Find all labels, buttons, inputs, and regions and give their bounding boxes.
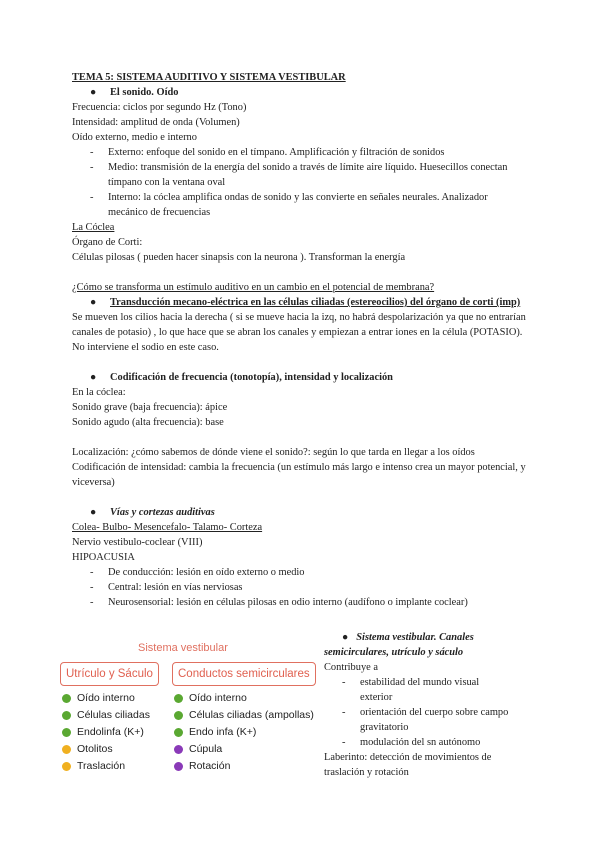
- list-item: Cúpula: [174, 741, 314, 758]
- subheading-coclea: La Cóclea: [72, 222, 115, 233]
- utriculo-box: Utrículo y Sáculo: [60, 662, 159, 686]
- paragraph: Codificación de intensidad: cambia la frecuencia (un estímulo más largo e intenso crea un mayor potencial, y viceversa): [72, 462, 526, 488]
- paragraph: Se mueven los cilios hacia la derecha ( si se mueve hacia la izq, no habrá despolarización ya que no entrarían canales de potasio) , lo que hace que se abran los canales y empiezan a entrar iones en la célula (POTASIO). No interviene el sodio en este caso.: [72, 312, 526, 353]
- list-item: - orientación del cuerpo sobre campo gravitatorio: [342, 707, 509, 733]
- dot-icon: [62, 711, 71, 720]
- list-item: - Externo: enfoque del sonido en el tímpano. Amplificación y filtración de sonidos: [90, 147, 445, 158]
- paragraph: Laberinto: detección de movimientos de traslación y rotación: [324, 752, 492, 778]
- text-line: Colea- Bulbo- Mesencefalo- Talamo- Corteza: [72, 522, 263, 533]
- list-item: - Interno: la cóclea amplifica ondas de sonido y las convierte en señales neurales. Analizador mecánico de frecuencias: [90, 192, 488, 218]
- vestibular-notes: [324, 630, 510, 780]
- left-column: [62, 690, 150, 775]
- list-item: - modulación del sn autónomo: [342, 737, 481, 748]
- section-heading-transduccion: ● Transducción mecano-eléctrica en las células ciliadas (estereocilios) del órgano de corti (imp): [90, 297, 521, 308]
- vestibular-diagram: [60, 642, 320, 782]
- dot-icon: [62, 745, 71, 754]
- dot-icon: [174, 694, 183, 703]
- text-line: Frecuencia: ciclos por segundo Hz (Tono): [72, 102, 247, 113]
- list-item: Traslación: [62, 758, 150, 775]
- text-line: Sonido grave (baja frecuencia): ápice: [72, 402, 228, 413]
- document-body: [72, 70, 527, 610]
- list-item: Células ciliadas (ampollas): [174, 707, 314, 724]
- list-item: - Central: lesión en vías nerviosas: [90, 582, 243, 593]
- list-item: - De conducción: lesión en oído externo o medio: [90, 567, 305, 578]
- list-item: Oído interno: [174, 690, 314, 707]
- dot-icon: [174, 711, 183, 720]
- section-heading-sonido: ● El sonido. Oído: [90, 87, 179, 98]
- text-line: HIPOACUSIA: [72, 552, 135, 563]
- list-item: - Neurosensorial: lesión en células pilosas en odio interno (audífono o implante coclear): [90, 597, 468, 608]
- list-item: Otolitos: [62, 741, 150, 758]
- text-line: Nervio vestibulo-coclear (VIII): [72, 537, 203, 548]
- text-line: Órgano de Corti:: [72, 237, 143, 248]
- text-line: Intensidad: amplitud de onda (Volumen): [72, 117, 240, 128]
- section-heading-vias: ● Vías y cortezas auditivas: [90, 507, 215, 518]
- list-item: Endolinfa (K+): [62, 724, 150, 741]
- dot-icon: [174, 745, 183, 754]
- dot-icon: [174, 762, 183, 771]
- text-line: Contribuye a: [324, 662, 378, 673]
- dot-icon: [62, 694, 71, 703]
- text-line: Células pilosas ( pueden hacer sinapsis con la neurona ). Transforman la energía: [72, 252, 406, 263]
- list-item: Células ciliadas: [62, 707, 150, 724]
- text-line: Sonido agudo (alta frecuencia): base: [72, 417, 224, 428]
- section-heading-vestibular: ● Sistema vestibular. Canales semicirculares, utrículo y sáculo: [324, 632, 474, 658]
- text-line: Localización: ¿cómo sabemos de dónde viene el sonido?: según lo que tarda en llegar a los oídos: [72, 447, 475, 458]
- conductos-box: Conductos semicirculares: [172, 662, 316, 686]
- list-item: - Medio: transmisión de la energía del sonido a través de límite aire líquido. Huesecillos conectan tímpano con la ventana oval: [90, 162, 508, 188]
- text-line: En la cóclea:: [72, 387, 126, 398]
- dot-icon: [174, 728, 183, 737]
- list-item: Oído interno: [62, 690, 150, 707]
- list-item: Endo infa (K+): [174, 724, 314, 741]
- page-title: TEMA 5: SISTEMA AUDITIVO Y SISTEMA VESTIBULAR: [72, 72, 346, 83]
- question-line: ¿Cómo se transforma un estímulo auditivo en un cambio en el potencial de membrana?: [72, 282, 435, 293]
- list-item: - estabilidad del mundo visual exterior: [342, 677, 480, 703]
- right-column: [174, 690, 314, 775]
- list-item: Rotación: [174, 758, 314, 775]
- dot-icon: [62, 762, 71, 771]
- section-heading-codificacion: ● Codificación de frecuencia (tonotopía), intensidad y localización: [90, 372, 393, 383]
- text-line: Oído externo, medio e interno: [72, 132, 197, 143]
- diagram-title: Sistema vestibular: [138, 642, 228, 654]
- dot-icon: [62, 728, 71, 737]
